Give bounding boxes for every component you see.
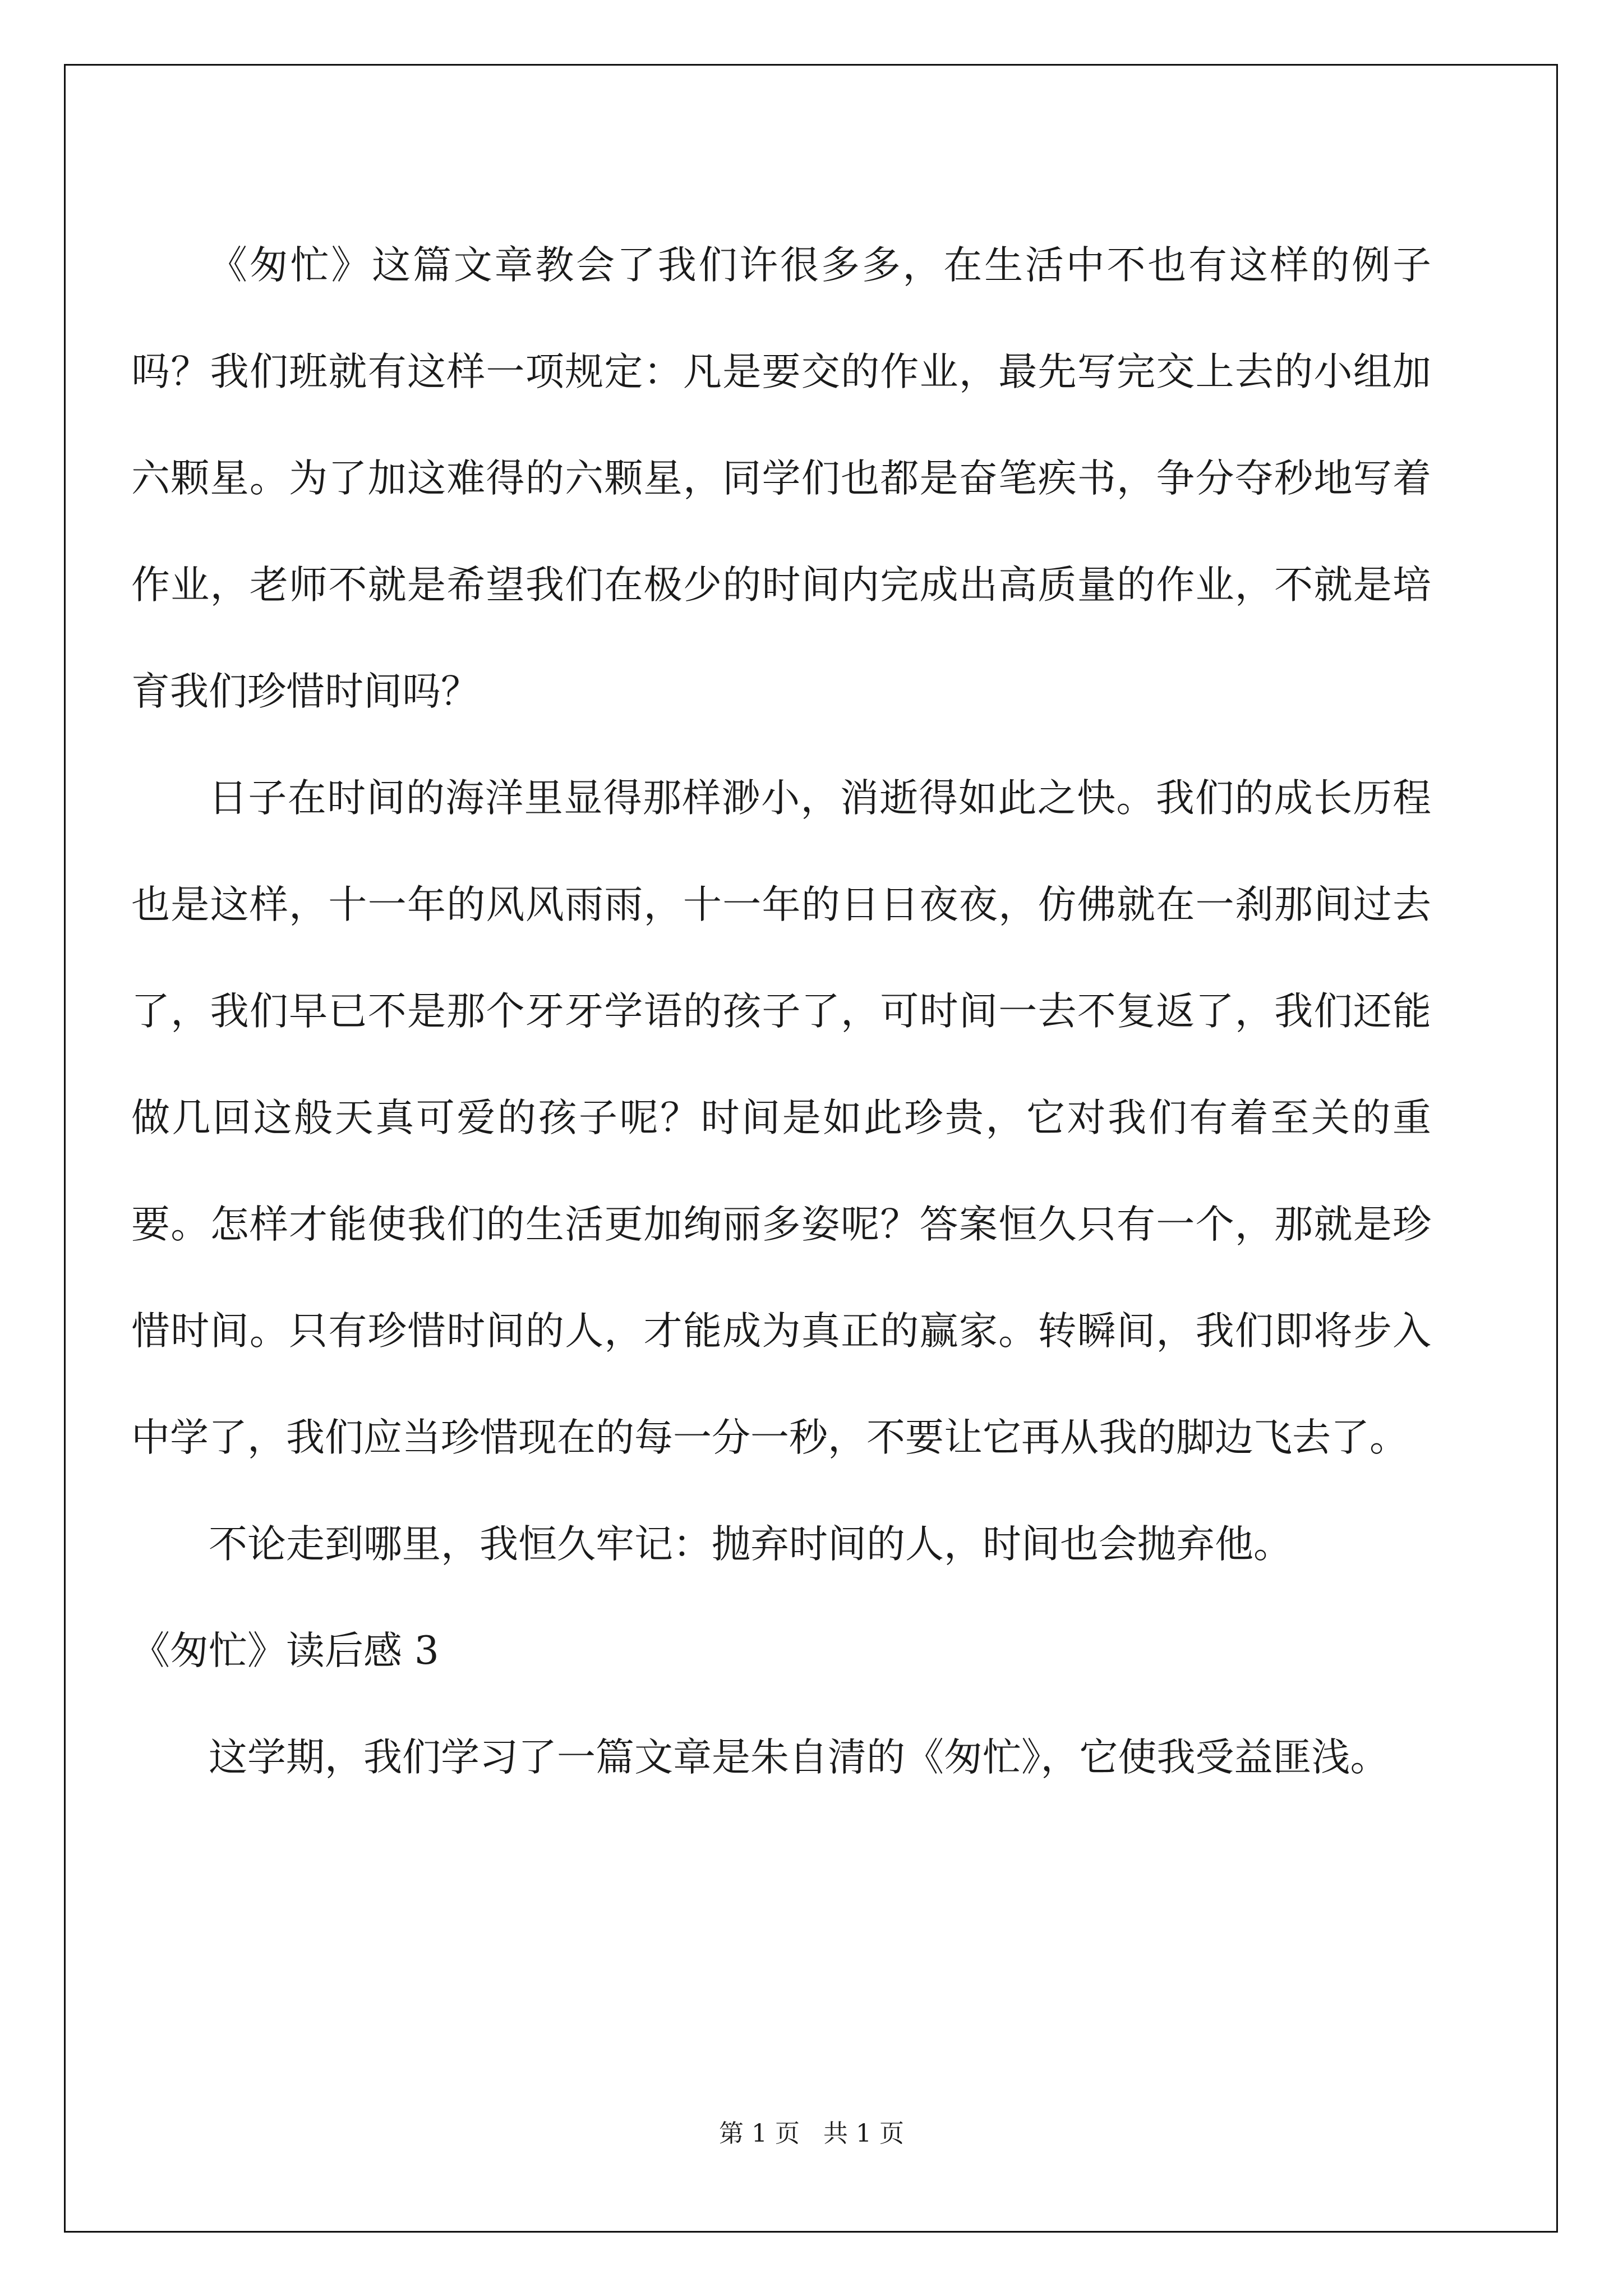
paragraph-3: 不论走到哪里，我恒久牢记：抛弃时间的人，时间也会抛弃他。 bbox=[209, 1522, 1292, 1567]
page-number: 第 1 页 bbox=[719, 2119, 800, 2148]
footer-gap bbox=[800, 2119, 823, 2148]
page-footer bbox=[0, 2117, 1623, 2151]
paragraph-4: 这学期，我们学习了一篇文章是朱自清的《匆忙》，它使我受益匪浅。 bbox=[209, 1735, 1389, 1780]
page-total: 共 1 页 bbox=[823, 2119, 904, 2148]
paragraph-1: 《匆忙》这篇文章教会了我们许很多多，在生活中不也有这样的例子吗？我们班就有这样一项规定：凡是要交的作业，最先写完交上去的小组加六颗星。为了加这难得的六颗星，同学们也都是奋笔疾书，争分夺秒地写着作业，老师不就是希望我们在极少的时间内完成出高质量的作业，不就是培育我们珍惜时间吗？ bbox=[131, 243, 1431, 714]
paragraph-2: 日子在时间的海洋里显得那样渺小，消逝得如此之快。我们的成长历程也是这样，十一年的风风雨雨，十一年的日日夜夜，仿佛就在一刹那间过去了，我们早已不是那个牙牙学语的孩子了，可时间一去不复返了，我们还能做几回这般天真可爱的孩子呢？时间是如此珍贵，它对我们有着至关的重要。怎样才能使我们的生活更加绚丽多姿呢？答案恒久只有一个，那就是珍惜时间。只有珍惜时间的人，才能成为真正的赢家。转瞬间，我们即将步入中学了，我们应当珍惜现在的每一分一秒，不要让它再从我的脚边飞去了。 bbox=[131, 776, 1431, 1460]
section-heading: 《匆忙》读后感 3 bbox=[131, 1628, 439, 1673]
document-body bbox=[131, 212, 1431, 1811]
